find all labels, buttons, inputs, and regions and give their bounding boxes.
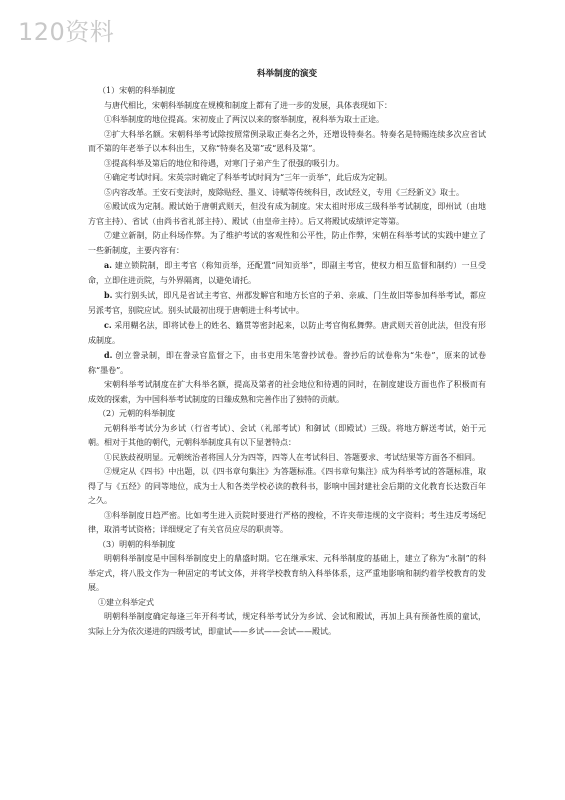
paragraph: ⑥殿试成为定制。殿试始于唐朝武则天，但没有成为制度。宋太祖时形成三级科举考试制度，即州试（由地方官主持）、省试（由尚书省礼部主持）、殿试（由皇帝主持）。后又将殿试成绩评定等第。 <box>88 202 486 226</box>
list-item-d: d. 创立誊录制，即在誊录官监督之下，由书吏用朱笔誊抄试卷。誊抄后的试卷称为“朱卷”，原来的试卷称“墨卷”。 <box>88 350 486 375</box>
paragraph: ⑦建立新制，防止科场作弊。为了维护考试的客观性和公平性，防止作弊，宋朝在科举考试的实践中建立了一些新制度，主要内容有： <box>88 231 486 255</box>
paragraph: 明朝科举制度是中国科举制度史上的鼎盛时期。它在继承宋、元科举制度的基础上，建立了称为“永制”的科举定式，将八股文作为一种固定的考试文体，并将学校教育纳入科举体系，这严重地影响和制约着学校教育的发展。 <box>88 554 486 592</box>
paragraph: ②规定从《四书》中出题，以《四书章句集注》为答题标准。《四书章句集注》成为科举考试的答题标准，取得了与《五经》的同等地位，成为士人和各类学校必读的教科书，影响中国封建社会后期的文化教育长达数百年之久。 <box>88 467 486 505</box>
document-page <box>88 68 486 639</box>
paragraph: ④确定考试时间。宋英宗时确定了科举考试时间为“三年一贡举”，此后成为定制。 <box>104 173 393 182</box>
paragraph: ③科举制度日趋严密。比如考生进入贡院时要进行严格的搜检，不许夹带违规的文字资料；考生违反考场纪律，取消考试资格；详细规定了有关官员应尽的职责等。 <box>88 510 486 534</box>
document-title: 科举制度的演变 <box>256 69 318 79</box>
paragraph: 与唐代相比，宋朝科举制度在规模和制度上都有了进一步的发展，具体表现如下： <box>104 100 392 110</box>
list-item-c: c. 采用糊名法，即将试卷上的姓名、籍贯等密封起来，以防止考官徇私舞弊。唐武则天首创此法，但没有形成制度。 <box>88 320 486 345</box>
paragraph: ③提高科举及第后的地位和待遇，对寒门子弟产生了很强的吸引力。 <box>104 158 344 168</box>
watermark-logo: 120资料 <box>18 18 115 46</box>
paragraph: 宋朝科举考试制度在扩大科举名额，提高及第者的社会地位和待遇的同时，在制度建设方面也作了积极而有成效的探索，为中国科举考试制度的日臻成熟和完善作出了独特的贡献。 <box>88 380 486 404</box>
section-heading-ming: （3）明朝的科举制度 <box>98 539 176 549</box>
paragraph: 元朝科举考试分为乡试（行省考试）、会试（礼部考试）和御试（即殿试）三级。将地方解送考试，始于元朝。相对于其他的朝代，元朝科举制度具有以下显著特点： <box>88 423 486 447</box>
paragraph: ⑤内容改革。王安石变法时，废除贴经、墨义、诗赋等传统科目，改试经义，专用《三经新义》取士。 <box>104 187 464 197</box>
paragraph: ①科举制度的地位提高。宋初废止了两汉以来的察举制度，视科举为取士正途。 <box>104 115 384 124</box>
list-item-a: a. 建立锁院制，即主考官（称知贡举，还配置“同知贡举”，即副主考官，使权力相互监督和制约）一旦受命，立即住进贡院，与外界隔离，以避免请托。 <box>88 260 486 285</box>
section-heading-yuan: （2）元朝的科举制度 <box>98 409 176 418</box>
paragraph: 明朝科举制度确定每逢三年开科考试，规定科举考试分为乡试、会试和殿试，再加上具有预备性质的童试，实际上分为依次递进的四级考试，即童试——乡试——会试——殿试。 <box>88 612 486 636</box>
paragraph: ①民族歧视明显。元朝统治者将国人分为四等，四等人在考试科目、答题要求、考试结果等方面各不相同。 <box>104 452 480 462</box>
paragraph: ②扩大科举名额。宋朝科举考试除按照常例录取正奏名之外，还增设特奏名。特奏名是特赐连续多次应省试而不第的年老举子以本科出生，又称“特奏名及第”或“恩科及第”。 <box>88 129 486 153</box>
subsection-heading: ①建立科举定式 <box>98 597 154 607</box>
section-heading-song: （1）宋朝的科举制度 <box>98 86 176 95</box>
list-item-b: b. 实行别头试，即凡是省试主考官、州郡发解官和地方长官的子弟、亲戚、门生故旧等参加科举考试，都应另派考官，别院应试。别头试最初出现于唐朝进士科考试中。 <box>88 290 486 315</box>
